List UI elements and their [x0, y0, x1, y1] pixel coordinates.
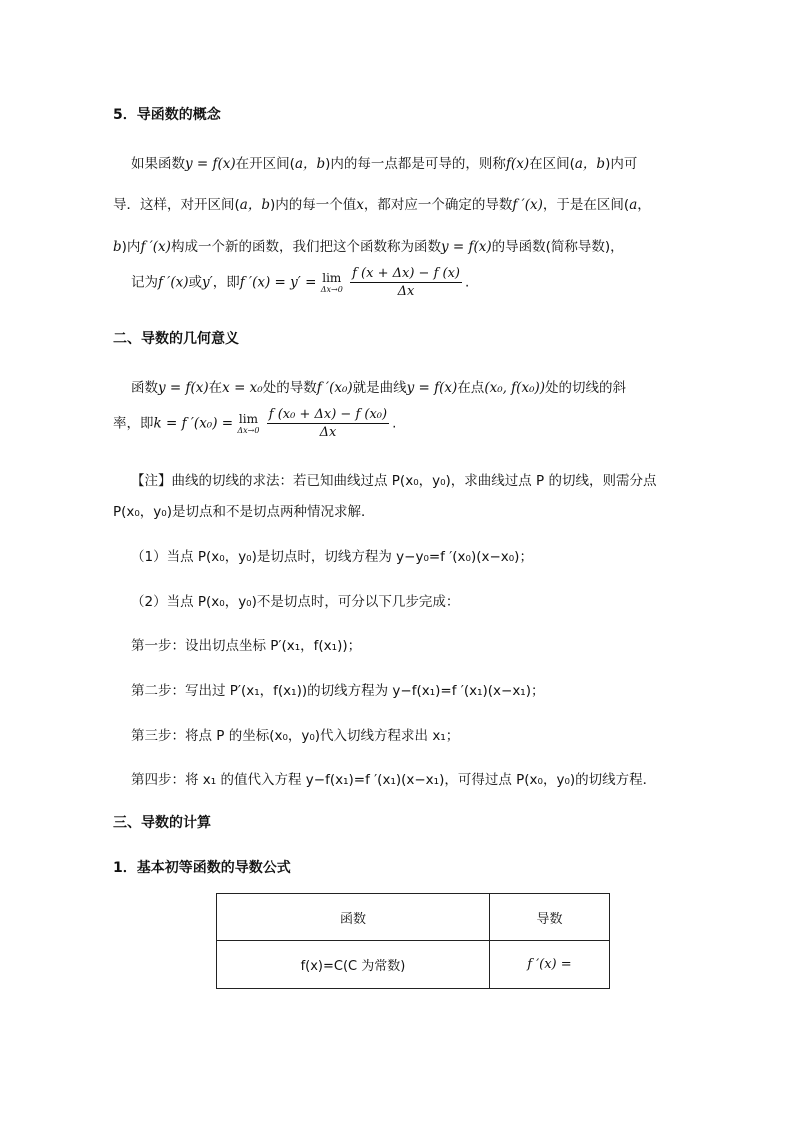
- case-1: （1）当点 P(x₀，y₀)是切点时，切线方程为 y−y₀=f ′(x₀)(x−x₀)；: [131, 549, 533, 565]
- section-3-heading: 三、导数的计算: [113, 815, 211, 831]
- note-line-1: 【注】曲线的切线的求法：若已知曲线过点 P(x₀，y₀)，求曲线过点 P 的切线，则需分点: [131, 473, 657, 489]
- table-header-derivative: 导数: [489, 894, 609, 941]
- paragraph-1-line-1: 如果函数y = f(x)在开区间(a，b)内的每一点都是可导的，则称f(x)在区间(a，b)内可: [131, 156, 638, 172]
- paragraph-2-line-2: 率，即k = f ′(x₀) = lim Δx→0 $\frac{\text{f (x₀ + Δx) − f (x₀)}}{\Delta x}$ .: [113, 407, 397, 440]
- limit-expression-2: lim Δx→0: [237, 412, 260, 435]
- step-1: 第一步：设出切点坐标 P′(x₁，f(x₁))；: [131, 638, 362, 654]
- table-header-row: [217, 894, 610, 941]
- step-3: 第三步：将点 P 的坐标(x₀，y₀)代入切线方程求出 x₁；: [131, 728, 460, 744]
- paragraph-1-line-3: b)内f ′(x)构成一个新的函数，我们把这个函数称为函数y = f(x)的导函数(简称导数)，: [113, 239, 624, 255]
- slope-fraction: $\frac{\text{f (x₀ + Δx) − f (x₀)}}{\Delta x}$: [268, 407, 388, 440]
- table-cell-derivative: f ′(x) =: [489, 941, 609, 989]
- paragraph-1-line-4: 记为f ′(x)或y′，即f ′(x) = y′ = lim Δx→0 $\frac{f (x + \Delta x) - f (x)}{\Delta x}$ .: [131, 266, 470, 299]
- table-row: [217, 941, 610, 989]
- section-5-heading: 5．导函数的概念: [113, 107, 221, 123]
- note-line-2: P(x₀，y₀)是切点和不是切点两种情况求解．: [113, 504, 375, 520]
- table-header-function: 函数: [217, 894, 490, 941]
- section-2-heading: 二、导数的几何意义: [113, 331, 239, 347]
- step-2: 第二步：写出过 P′(x₁，f(x₁))的切线方程为 y−f(x₁)=f ′(x₁)(x−x₁)；: [131, 683, 545, 699]
- paragraph-2-line-1: 函数y = f(x)在x = x₀处的导数f ′(x₀)就是曲线y = f(x)在点(x₀, f(x₀))处的切线的斜: [131, 380, 627, 396]
- limit-expression: lim Δx→0: [320, 271, 343, 294]
- step-4: 第四步：将 x₁ 的值代入方程 y−f(x₁)=f ′(x₁)(x−x₁)，可得过点 P(x₀，y₀)的切线方程．: [131, 772, 657, 788]
- table-cell-function: f(x)=C(C 为常数): [217, 941, 490, 989]
- paragraph-1-line-2: 导．这样，对开区间(a，b)内的每一个值x，都对应一个确定的导数f ′(x)，于是在区间(a，: [113, 197, 651, 213]
- derivative-formula-table: [216, 893, 610, 989]
- difference-quotient-fraction: $\frac{f (x + \Delta x) - f (x)}{\Delta x}$: [352, 266, 460, 299]
- subsection-1-heading: 1．基本初等函数的导数公式: [113, 860, 291, 876]
- case-2: （2）当点 P(x₀，y₀)不是切点时，可分以下几步完成：: [131, 594, 460, 610]
